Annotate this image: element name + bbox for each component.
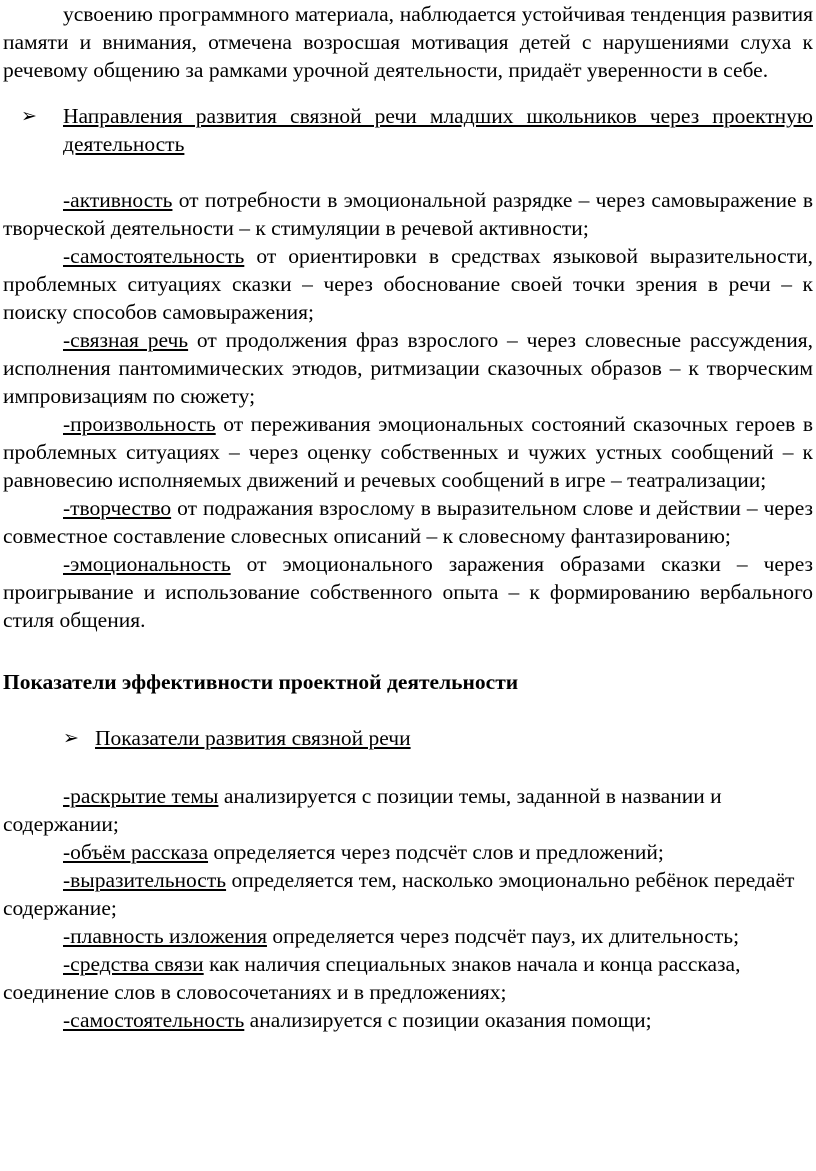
list-item: [3, 866, 813, 922]
item-text: определяется через подсчёт пауз, их длительность;: [266, 924, 740, 948]
item-text: определяется тем, насколько эмоционально ребёнок передаёт содержание;: [3, 868, 795, 920]
item-text: анализируется с позиции темы, заданной в названии и содержании;: [3, 784, 722, 836]
section2-bullet-text: Показатели развития связной речи: [95, 726, 411, 750]
item-text: как наличия специальных знаков начала и конца рассказа, соединение слов в словосочетаниях и в предложениях;: [3, 952, 741, 1004]
item-text: от подражания взрослому в выразительном слове и действии – через совместное составление словесных описаний – к словесному фантазированию;: [3, 496, 813, 548]
list-item: [3, 922, 813, 950]
list-item: [3, 326, 813, 410]
list-item: [3, 410, 813, 494]
item-text: от ориентировки в средствах языковой выразительности, проблемных ситуациях сказки – через обоснование своей точки зрения в речи – к поиску способов самовыражения;: [3, 244, 813, 324]
section1-bullet: [3, 102, 813, 158]
list-item: [3, 950, 813, 1006]
item-term: -произвольность: [63, 412, 216, 436]
section-heading: Показатели эффективности проектной деятельности: [3, 670, 519, 694]
list-item: [3, 550, 813, 634]
item-term: -активность: [63, 188, 173, 212]
item-text: от продолжения фраз взрослого – через словесные рассуждения, исполнения пантомимических этюдов, ритмизации сказочных образов – к творческим импровизациям по сюжету;: [3, 328, 813, 408]
item-term: -самостоятельность: [63, 1008, 245, 1032]
section2-bullet: [3, 724, 813, 752]
item-text: определяется через подсчёт слов и предложений;: [208, 840, 664, 864]
item-text: от переживания эмоциональных состояний сказочных героев в проблемных ситуациях – через оценку собственных и чужих устных сообщений – к равновесию исполняемых движений и речевых сообщений в игре – театрализации;: [3, 412, 813, 492]
item-text: от эмоционального заражения образами сказки – через проигрывание и использование собственного опыта – к формированию вербального стиля общения.: [3, 552, 813, 632]
section1-list: [3, 186, 813, 634]
arrow-bullet-icon: ➢: [21, 105, 37, 127]
list-item: [3, 186, 813, 242]
list-item: [3, 838, 813, 866]
section2-list: [3, 782, 813, 1034]
item-term: -средства связи: [63, 952, 204, 976]
item-term: -творчество: [63, 496, 172, 520]
list-item: [3, 782, 813, 838]
item-term: -выразительность: [63, 868, 227, 892]
item-term: -эмоциональность: [63, 552, 231, 576]
item-term: -связная речь: [63, 328, 189, 352]
list-item: [3, 242, 813, 326]
intro-paragraph: усвоению программного материала, наблюдается устойчивая тенденция развития памяти и внимания, отмечена возросшая мотивация детей с нарушениями слуха к речевому общению за рамками урочной деятельности, придаёт уверенности в себе.: [3, 2, 813, 82]
item-text: от потребности в эмоциональной разрядке – через самовыражение в творческой деятельности – к стимуляции в речевой активности;: [3, 188, 813, 240]
item-term: -объём рассказа: [63, 840, 209, 864]
item-term: -самостоятельность: [63, 244, 245, 268]
list-item: [3, 1006, 813, 1034]
arrow-bullet-icon: ➢: [63, 727, 79, 749]
item-term: -раскрытие темы: [63, 784, 219, 808]
item-term: -плавность изложения: [63, 924, 267, 948]
item-text: анализируется с позиции оказания помощи;: [244, 1008, 652, 1032]
section1-bullet-text: Направления развития связной речи младших школьников через проектную деятельность: [63, 104, 813, 156]
list-item: [3, 494, 813, 550]
